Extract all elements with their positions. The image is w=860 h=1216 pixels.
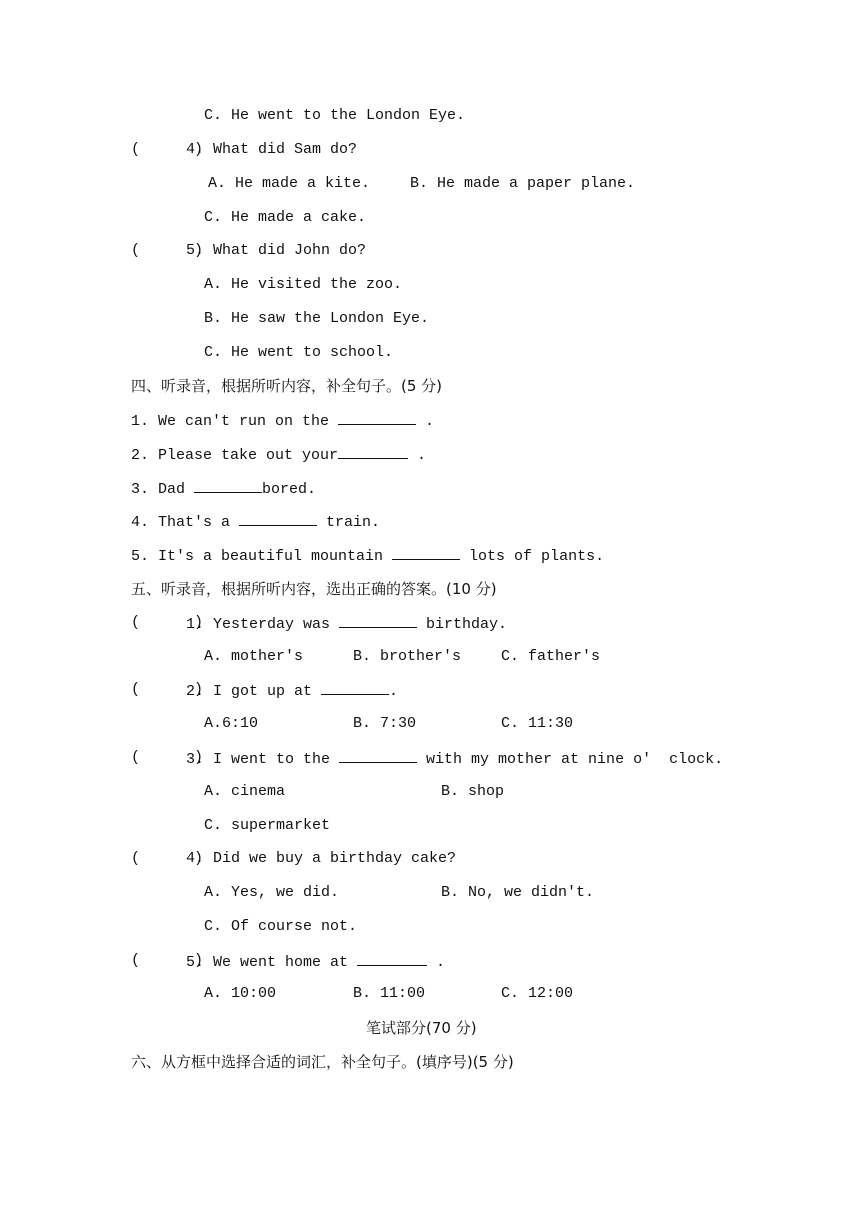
answer-parentheses[interactable]: ( ) bbox=[131, 681, 204, 698]
sentence-text: . bbox=[408, 447, 427, 464]
question-text bbox=[186, 680, 398, 702]
option-text: B. shop bbox=[441, 783, 505, 800]
question-fragment: 2. I got up at bbox=[186, 683, 322, 700]
section-heading: 四、听录音，根据所听内容，补全句子。(5 分) bbox=[131, 377, 443, 395]
answer-blank[interactable] bbox=[339, 748, 417, 763]
option-text: C. father's bbox=[501, 648, 601, 665]
sentence-text: . bbox=[416, 413, 435, 430]
sentence-text: train. bbox=[317, 514, 381, 531]
option-text: C. He went to school. bbox=[204, 344, 394, 361]
part-title: 笔试部分(70 分) bbox=[366, 1019, 477, 1037]
answer-parentheses[interactable]: ( ) bbox=[131, 141, 204, 158]
answer-blank[interactable] bbox=[338, 444, 408, 459]
answer-parentheses[interactable]: ( ) bbox=[131, 242, 204, 259]
answer-blank[interactable] bbox=[321, 680, 389, 695]
question-text: 4. What did Sam do? bbox=[186, 141, 358, 158]
answer-parentheses[interactable]: ( ) bbox=[131, 850, 204, 867]
section-heading: 五、听录音，根据所听内容，选出正确的答案。(10 分) bbox=[131, 580, 497, 598]
sentence-text: lots of plants. bbox=[460, 548, 605, 565]
option-text: A.6:10 bbox=[204, 715, 259, 732]
option-text: C. 12:00 bbox=[501, 985, 574, 1002]
question-text bbox=[186, 748, 723, 770]
question-fragment: . bbox=[427, 954, 446, 971]
answer-parentheses[interactable]: ( ) bbox=[131, 749, 204, 766]
sentence-text: bored. bbox=[262, 481, 317, 498]
option-text: A. mother's bbox=[204, 648, 304, 665]
option-text: A. He made a kite. bbox=[208, 175, 371, 192]
answer-blank[interactable] bbox=[338, 410, 416, 425]
option-text: B. 11:00 bbox=[353, 985, 426, 1002]
option-text: A. 10:00 bbox=[204, 985, 277, 1002]
option-text: C. Of course not. bbox=[204, 918, 358, 935]
option-text: B. He made a paper plane. bbox=[410, 175, 636, 192]
option-text: C. supermarket bbox=[204, 817, 331, 834]
option-text: C. He made a cake. bbox=[204, 209, 367, 226]
option-text: A. Yes, we did. bbox=[204, 884, 340, 901]
answer-blank[interactable] bbox=[339, 613, 417, 628]
option-text: A. cinema bbox=[204, 783, 286, 800]
question-fragment: 1. Yesterday was bbox=[186, 616, 340, 633]
option-text: C. 11:30 bbox=[501, 715, 574, 732]
fill-sentence bbox=[131, 444, 426, 466]
sentence-text: 5. It's a beautiful mountain bbox=[131, 548, 393, 565]
sentence-text: 1. We can't run on the bbox=[131, 413, 339, 430]
answer-parentheses[interactable]: ( ) bbox=[131, 614, 204, 631]
answer-blank[interactable] bbox=[357, 951, 427, 966]
sentence-text: 3. Dad bbox=[131, 481, 195, 498]
question-fragment: 3. I went to the bbox=[186, 751, 340, 768]
answer-blank[interactable] bbox=[194, 478, 262, 493]
option-text: B. 7:30 bbox=[353, 715, 417, 732]
option-text: C. He went to the London Eye. bbox=[204, 107, 466, 124]
answer-blank[interactable] bbox=[239, 511, 317, 526]
option-text: B. He saw the London Eye. bbox=[204, 310, 430, 327]
question-fragment: with my mother at nine o' clock. bbox=[417, 751, 724, 768]
question-fragment: 5. We went home at bbox=[186, 954, 358, 971]
fill-sentence bbox=[131, 410, 434, 432]
fill-sentence bbox=[131, 511, 380, 533]
sentence-text: 4. That's a bbox=[131, 514, 240, 531]
fill-sentence bbox=[131, 545, 604, 567]
option-text: A. He visited the zoo. bbox=[204, 276, 403, 293]
fill-sentence bbox=[131, 478, 316, 500]
sentence-text: 2. Please take out your bbox=[131, 447, 339, 464]
answer-blank[interactable] bbox=[392, 545, 460, 560]
option-text: B. brother's bbox=[353, 648, 462, 665]
question-text: 5. What did John do? bbox=[186, 242, 367, 259]
question-fragment: birthday. bbox=[417, 616, 508, 633]
option-text: B. No, we didn't. bbox=[441, 884, 595, 901]
answer-parentheses[interactable]: ( ) bbox=[131, 952, 204, 969]
question-text bbox=[186, 613, 507, 635]
question-fragment: . bbox=[389, 683, 399, 700]
question-text: 4. Did we buy a birthday cake? bbox=[186, 850, 457, 867]
question-text bbox=[186, 951, 445, 973]
section-heading: 六、从方框中选择合适的词汇，补全句子。(填序号)(5 分) bbox=[131, 1053, 514, 1071]
